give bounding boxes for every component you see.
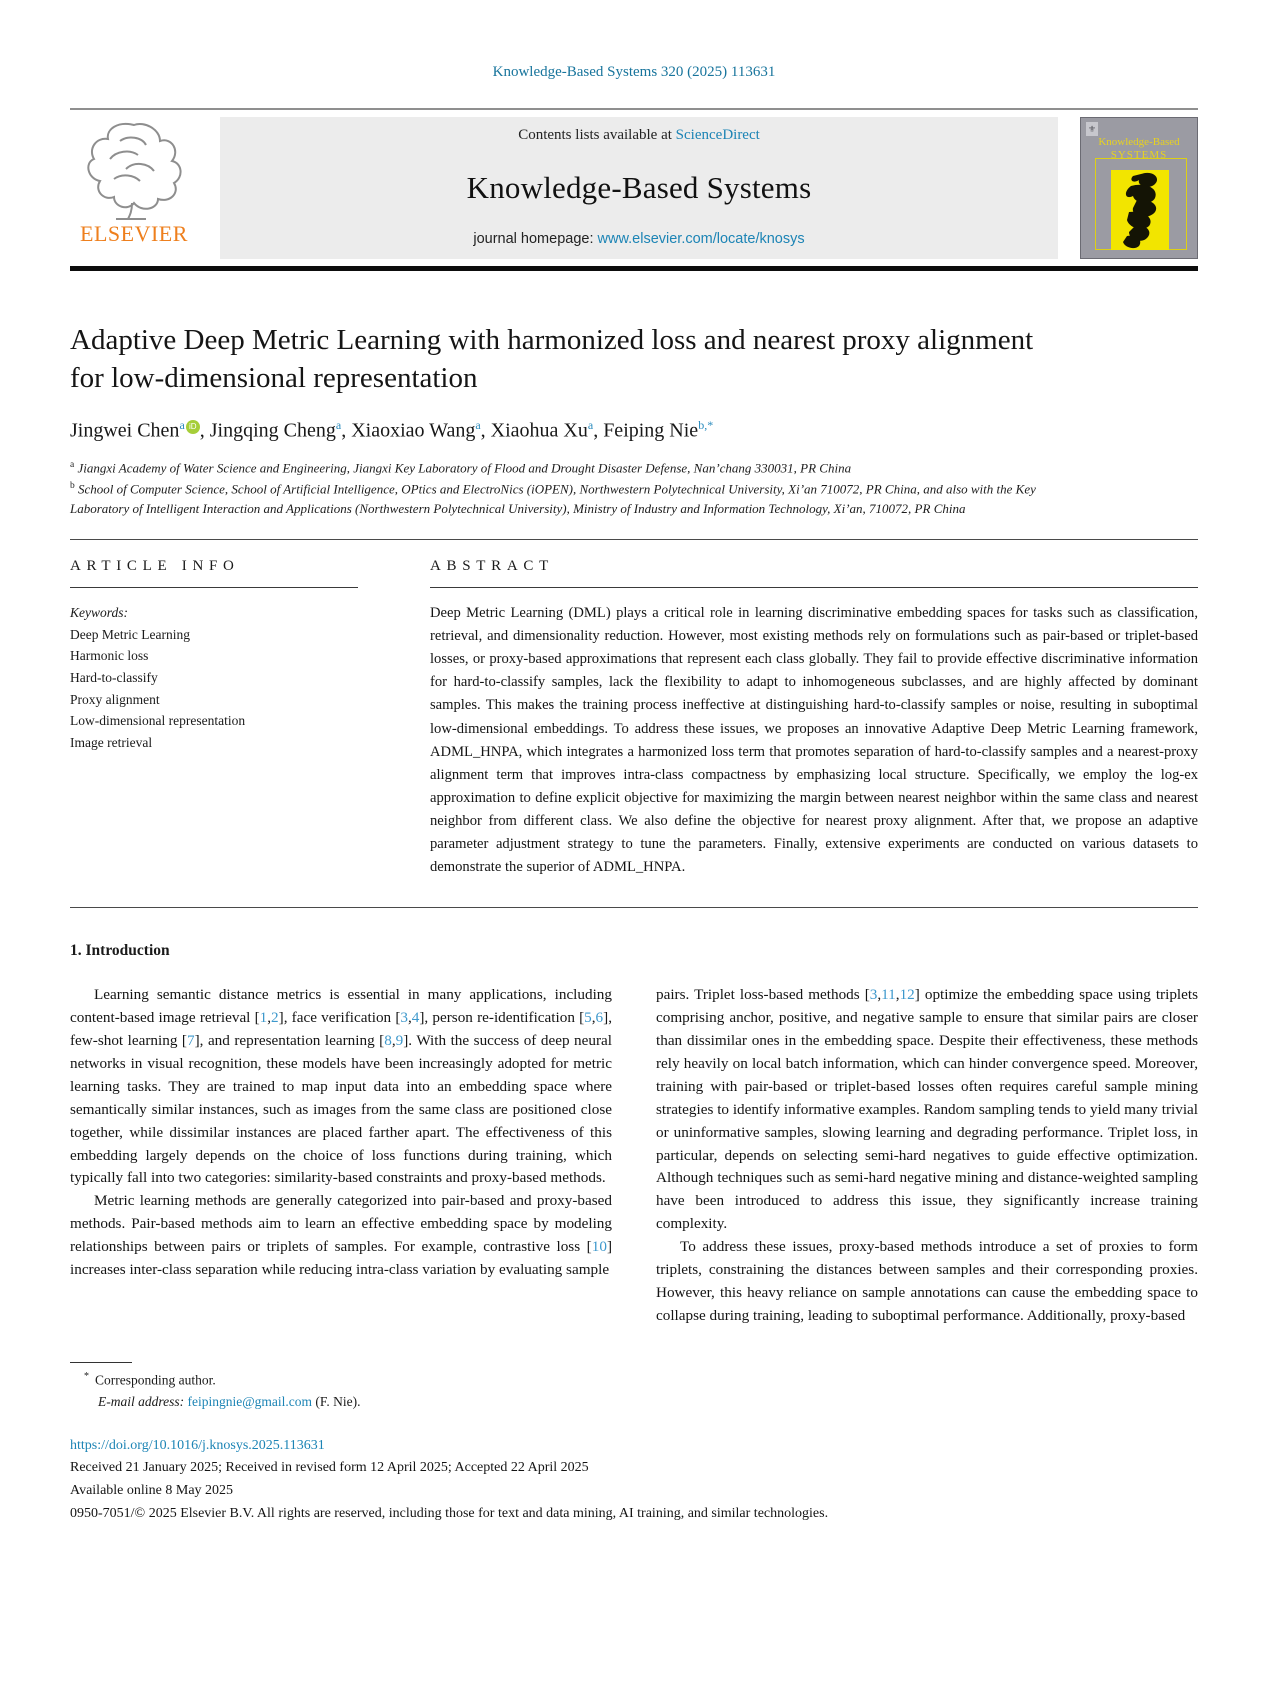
keyword-item: Proxy alignment — [70, 691, 160, 707]
received-dates: Received 21 January 2025; Received in revised form 12 April 2025; Accepted 22 April 2025 — [70, 1460, 589, 1476]
homepage-prefix: journal homepage: — [473, 231, 598, 247]
introduction-heading: 1. Introduction — [70, 941, 170, 959]
reference-link[interactable]: 1 — [259, 1008, 268, 1026]
author-name[interactable]: Jingqing Cheng — [209, 419, 336, 442]
author-affil-sup: a — [475, 417, 481, 432]
reference-link[interactable]: 7 — [186, 1031, 195, 1049]
affiliation-a — [70, 458, 1080, 478]
author-name[interactable]: Jingwei Chen — [70, 419, 180, 442]
intro-paragraph: pairs. Triplet loss-based methods [3,11,12] optimize the embedding space using triplets comprising anchor, positive, and negative sample to ensure that similar pairs are closer than dissimilar ones in the embedding space. Despite their effectiveness, these methods rely heavily on local batch information, which can hinder convergence speed. Moreover, training with pair-based or triplet-based losses often requires careful sample mining strategies to identify informative examples. Random sampling tends to yield many trivial or uninformative samples, slowing learning and degrading performance. Triplet loss, in particular, depends on selecting semi-hard negatives to guide effective optimization. Although techniques such as semi-hard negative mining and distance-weighted sampling have been introduced to address this issue, they significantly increase training complexity. — [656, 985, 1198, 1233]
info-abstract-section — [70, 558, 1198, 907]
body-divider — [70, 907, 1198, 908]
orcid-icon[interactable]: iD — [186, 420, 200, 434]
article-info-heading: ARTICLE INFO — [70, 558, 358, 588]
elsevier-logo[interactable] — [70, 117, 198, 259]
affiliations — [70, 458, 1080, 519]
publication-metadata — [70, 1435, 1198, 1526]
journal-header — [70, 117, 1198, 259]
email-suffix: (F. Nie). — [312, 1394, 361, 1410]
intro-column-right — [656, 984, 1198, 1328]
keyword-item: Deep Metric Learning — [70, 626, 190, 642]
author-affil-sup: a — [587, 417, 594, 432]
journal-homepage-link[interactable]: www.elsevier.com/locate/knosys — [597, 231, 805, 247]
affiliation-text: Jiangxi Academy of Water Science and Engineering, Jiangxi Key Laboratory of Flood and Drought Disaster Defense, Nan’chang 330031, PR China — [74, 460, 852, 476]
author-name[interactable]: Xiaoxiao Wang — [351, 419, 476, 442]
affiliation-sup: a — [70, 460, 75, 471]
corresponding-author-note — [70, 1369, 1198, 1391]
contents-line — [230, 127, 1048, 144]
keywords-label: Keywords: — [70, 605, 128, 621]
reference-link[interactable]: 3 — [400, 1008, 408, 1026]
cover-title-line2: SYSTEMS — [1110, 148, 1168, 161]
journal-citation: Knowledge-Based Systems 320 (2025) 113631 — [492, 64, 776, 80]
author-name[interactable]: Feiping Nie — [603, 419, 699, 442]
abstract-text: Deep Metric Learning (DML) plays a critical role in learning discriminative embedding spaces for tasks such as classification, retrieval, and dimensionality reduction. However, most existing methods rely on formulations such as pair-based or triplet-based losses, or proxy-based approximations that represent each class globally. They fail to provide effective discriminative information for hard-to-classify samples, lack the flexibility to adapt to inhomogeneous subclasses, and are highly affected by dominant samples. This makes the training process ineffective at distinguishing hard-to-classify samples or noise, resulting in suboptimal low-dimensional embeddings. To address these issues, we proposes an innovative Adaptive Deep Metric Learning framework, ADML_HNPA, which integrates a harmonized loss term that promotes separation of hard-to-classify samples and a nearest-proxy alignment term that improves intra-class compactness by emphasizing local structure. Specifically, we employ the log-ex approximation to define explicit objective for maximizing the margin between nearest neighbor within the same class and nearest neighbor from different class. We also define the objective for nearest proxy alignment. After that, we propose an adaptive parameter adjustment strategy to tune the parameters. Finally, extensive experiments are conducted on various datasets to demonstrate the superior of ADML_HNPA. — [430, 605, 1198, 875]
journal-title: Knowledge-Based Systems — [466, 169, 812, 205]
introduction-body — [70, 984, 1198, 1328]
reference-link[interactable]: 9 — [395, 1031, 404, 1049]
author-list — [70, 418, 1198, 443]
corresponding-author-text: Corresponding author. — [95, 1372, 216, 1388]
contents-prefix: Contents lists available at — [518, 127, 676, 143]
homepage-line — [230, 231, 1048, 247]
article-title: Adaptive Deep Metric Learning with harmonized loss and nearest proxy alignment for low-dimensional representation — [70, 324, 1034, 395]
cover-ribbon-icon — [1111, 170, 1169, 250]
email-label: E-mail address: — [98, 1394, 185, 1410]
affiliation-b — [70, 479, 1080, 520]
header-rule — [70, 266, 1198, 271]
email-link[interactable]: feipingnie@gmail.com — [187, 1394, 313, 1410]
top-divider — [70, 108, 1198, 110]
doi-link[interactable]: https://doi.org/10.1016/j.knosys.2025.113631 — [70, 1437, 325, 1453]
reference-link[interactable]: 8 — [384, 1031, 392, 1049]
journal-cover-thumbnail[interactable] — [1080, 117, 1198, 259]
reference-link[interactable]: 4 — [411, 1008, 420, 1026]
article-info-column — [70, 558, 358, 879]
keyword-item: Harmonic loss — [70, 648, 149, 664]
intro-column-left — [70, 984, 612, 1328]
reference-link[interactable]: 6 — [595, 1008, 604, 1026]
keyword-item: Low-dimensional representation — [70, 713, 246, 729]
journal-info-panel — [220, 117, 1058, 259]
intro-paragraph: To address these issues, proxy-based methods introduce a set of proxies to form triplets, constraining the distances between samples and their corresponding proxies. However, this heavy reliance on sample annotations can cause the embedding space to collapse during training, leading to suboptimal performance. Additionally, proxy-based — [656, 1238, 1198, 1325]
affiliation-sup: b — [70, 480, 75, 491]
asterisk: * — [84, 1371, 89, 1383]
author-separator: , — [199, 419, 205, 442]
cover-art — [1111, 170, 1169, 250]
copyright-line: 0950-7051/© 2025 Elsevier B.V. All rights are reserved, including those for text and data mining, AI training, and similar technologies. — [70, 1505, 829, 1521]
reference-link[interactable]: 10 — [591, 1238, 607, 1256]
sciencedirect-link[interactable]: ScienceDirect — [675, 127, 760, 143]
reference-link[interactable]: 5 — [584, 1008, 592, 1026]
abstract-column — [430, 558, 1198, 879]
section-divider — [70, 539, 1198, 540]
keyword-item: Image retrieval — [70, 734, 153, 750]
abstract-heading: ABSTRACT — [430, 558, 1198, 588]
email-line — [70, 1391, 1198, 1413]
author-name[interactable]: Xiaohua Xu — [490, 419, 588, 442]
intro-paragraph: Metric learning methods are generally categorized into pair-based and proxy-based methods. Pair-based methods aim to learn an effective embedding space by modeling relationships between pairs or triplets of samples. For example, contrastive loss [10] increases inter-class separation while reducing intra-class variation by evaluating sample — [70, 1192, 612, 1279]
author-separator: , — [593, 419, 599, 442]
author-affil-sup: a — [335, 417, 342, 432]
reference-link[interactable]: 12 — [899, 985, 915, 1003]
available-online: Available online 8 May 2025 — [70, 1483, 234, 1499]
author-affil-sup: a — [179, 417, 185, 432]
affiliation-text: School of Computer Science, School of Artificial Intelligence, OPtics and ElectroNics (iOPEN), Northwestern Polytechnical University, Xi’an 710072, PR China, and also with the Key Laboratory of Intelligent Interaction and Applications (Northwestern Polytechnical University), Ministry of Industry and Information Technology, Xi’an, 710072, PR China — [70, 480, 1036, 517]
reference-link[interactable]: 11 — [881, 985, 896, 1003]
keyword-item: Hard-to-classify — [70, 670, 158, 686]
cover-title-line1: Knowledge-Based — [1098, 136, 1180, 148]
footnote-rule — [70, 1362, 132, 1363]
author-separator: , — [341, 419, 347, 442]
reference-link[interactable]: 3 — [869, 985, 878, 1003]
footnote — [70, 1362, 1198, 1413]
cover-elsevier-mark-icon: ⚜ — [1087, 124, 1097, 134]
intro-paragraph: Learning semantic distance metrics is essential in many applications, including content-based image retrieval [1,2], face verification [3,4], person re-identification [5,6], few-shot learning [7], and representation learning [8,9]. With the success of deep neural networks in visual recognition, these models have been increasingly adopted for metric learning tasks. They are trained to map input data into an embedding space where semantically similar instances, such as images from the same class are positioned close together, while dissimilar instances are placed farther apart. The effectiveness of this embedding largely depends on the choice of loss functions during training, which typically fall into two categories: similarity-based constraints and proxy-based methods. — [70, 985, 612, 1187]
author-affil-sup: b,* — [698, 417, 714, 432]
reference-link[interactable]: 2 — [271, 1008, 279, 1026]
elsevier-tree-icon — [80, 119, 188, 223]
author-separator: , — [480, 419, 486, 442]
elsevier-wordmark: ELSEVIER — [80, 221, 188, 246]
